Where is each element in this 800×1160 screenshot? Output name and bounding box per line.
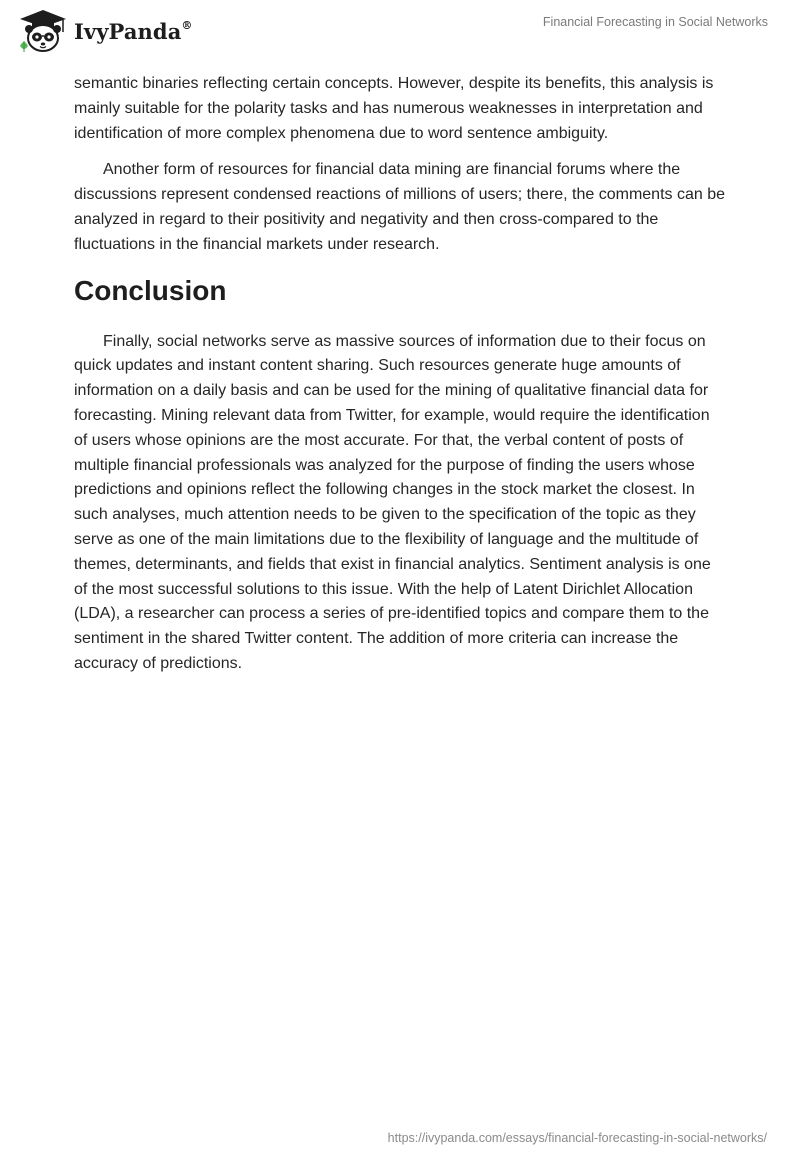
ivypanda-logo[interactable] xyxy=(16,8,193,54)
essay-content xyxy=(74,72,726,689)
paragraph: semantic binaries reflecting certain concepts. However, despite its benefits, this analysis is mainly suitable for the polarity tasks and has numerous weaknesses in interpretation and identification of more complex phenomena due to word sentence ambiguity. xyxy=(74,75,714,142)
footer-url[interactable]: https://ivypanda.com/essays/financial-forecasting-in-social-networks/ xyxy=(387,1131,767,1145)
paragraph: Finally, social networks serve as massive sources of information due to their focus on quick updates and instant content sharing. Such resources generate huge amounts of information on a daily basis and can be used for the mining of qualitative financial data for forecasting. Mining relevant data from Twitter, for example, would require the identification of users whose opinions are the most accurate. For that, the verbal content of posts of multiple financial professionals was analyzed for the purpose of finding the users whose predictions and opinions reflect the following changes in the stock market the closest. In such analyses, much attention needs to be given to the specification of the topic as they serve as one of the main limitations due to the flexibility of language and the multitude of themes, determinants, and fields that exist in financial analytics. Sentiment analysis is one of the most successful solutions to this issue. With the help of Latent Dirichlet Allocation (LDA), a researcher can process a series of pre-identified topics and compare them to the sentiment in the shared Twitter content. The addition of more criteria can increase the accuracy of predictions. xyxy=(74,332,711,672)
logo-wordmark: IvyPanda® xyxy=(74,18,193,44)
panda-graduate-icon xyxy=(16,8,70,54)
paragraph: Another form of resources for financial data mining are financial forums where the discussions represent condensed reactions of millions of users; there, the comments can be analyzed in regard to their positivity and negativity and then cross-compared to the fluctuations in the financial markets under research. xyxy=(74,161,725,253)
section-heading-conclusion: Conclusion xyxy=(74,274,227,306)
running-title: Financial Forecasting in Social Networks xyxy=(542,15,768,29)
page-header xyxy=(0,0,800,62)
